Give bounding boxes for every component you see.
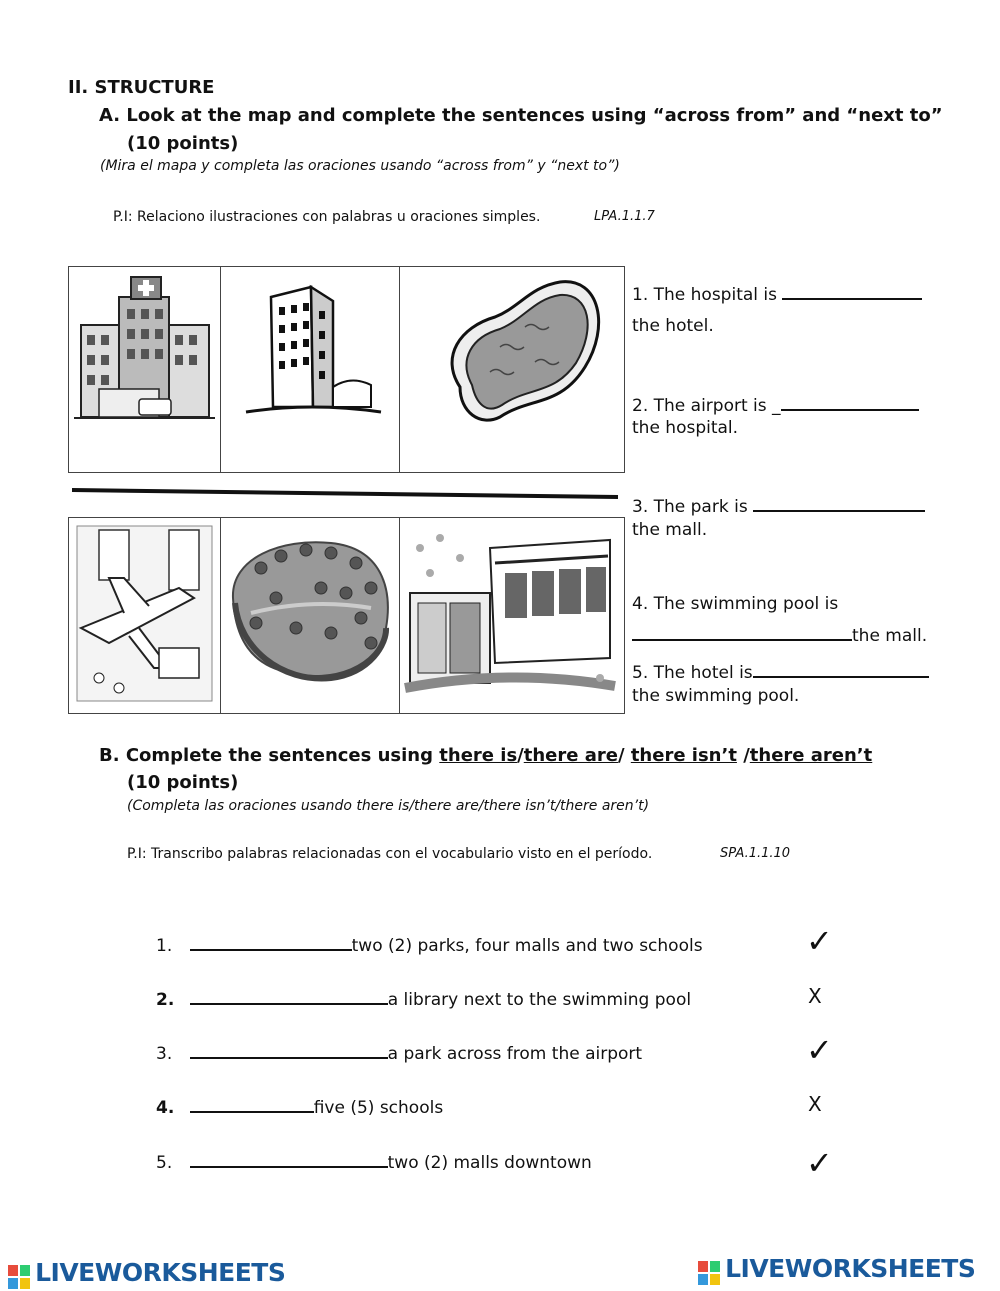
hotel-picture	[221, 267, 399, 468]
liveworksheets-logo-text-right: LIVEWORKSHEETS	[725, 1254, 976, 1283]
part-a-heading: A. Look at the map and complete the sentences using “across from” and “next to”	[99, 105, 943, 126]
b-item-2-blank[interactable]	[190, 985, 388, 1005]
part-b-translation: (Completa las oraciones usando there is/there are/there isn’t/there aren’t)	[127, 798, 650, 814]
map-top-row	[68, 266, 625, 473]
b-item-3	[156, 1039, 642, 1064]
sentence-3-text: 3. The park is	[632, 497, 748, 517]
park-cell	[221, 518, 400, 714]
hospital-cell	[69, 267, 221, 473]
b-item-3-text: a park across from the airport	[387, 1044, 643, 1064]
sentence-4-line-1: 4. The swimming pool is	[632, 594, 839, 614]
swimming-pool-cell	[400, 267, 625, 473]
part-b-heading-text: B. Complete the sentences using	[99, 745, 434, 766]
part-b-code: SPA.1.1.10	[720, 846, 791, 861]
b-item-4-text: five (5) schools	[313, 1098, 444, 1118]
b-item-4	[156, 1093, 443, 1118]
liveworksheets-logo-right	[698, 1254, 975, 1285]
section-title: II. STRUCTURE	[68, 77, 215, 98]
b-item-2	[156, 985, 691, 1010]
b-item-5	[156, 1148, 592, 1173]
swimming-pool-picture	[400, 267, 624, 468]
part-a-translation: (Mira el mapa y completa las oraciones usando “across from” y “next to”)	[100, 158, 620, 174]
liveworksheets-logo-icon	[8, 1265, 30, 1289]
b-item-5-number: 5.	[156, 1153, 173, 1173]
mall-picture	[400, 518, 624, 709]
option-there-are: there are	[523, 745, 618, 766]
sentence-2-text: 2. The airport is _	[632, 396, 781, 416]
hotel-cell	[221, 267, 400, 473]
sentence-1-line-1	[632, 280, 922, 305]
option-there-is: there is	[439, 745, 518, 766]
option-there-arent: there aren’t	[749, 745, 873, 766]
b-item-4-blank[interactable]	[190, 1093, 314, 1113]
part-a-code: LPA.1.1.7	[594, 209, 655, 224]
sentence-1-blank[interactable]	[782, 280, 922, 300]
b-item-3-check-icon: ✓	[806, 1031, 833, 1069]
sentence-4-blank[interactable]	[632, 621, 852, 641]
road-line	[68, 486, 620, 502]
sentence-2-line-2: the hospital.	[632, 418, 739, 438]
sentence-3-blank[interactable]	[753, 492, 925, 512]
part-b-heading: B. Complete the sentences using there is/there are/ there isn’t /there aren’t	[99, 745, 873, 766]
sentence-5-line-1	[632, 658, 929, 683]
b-item-1-blank[interactable]	[190, 931, 352, 951]
part-a-pi: P.I: Relaciono ilustraciones con palabras u oraciones simples.	[113, 209, 541, 225]
sentence-1-line-2: the hotel.	[632, 316, 714, 336]
b-item-1-text: two (2) parks, four malls and two schools	[351, 936, 703, 956]
b-item-2-text: a library next to the swimming pool	[387, 990, 692, 1010]
mall-cell	[400, 518, 625, 714]
sentence-1-text: 1. The hospital is	[632, 285, 777, 305]
sentence-4-text: the mall.	[852, 626, 928, 646]
part-b-pi: P.I: Transcribo palabras relacionadas con el vocabulario visto en el período.	[127, 846, 653, 862]
airport-picture	[69, 518, 220, 709]
b-item-1	[156, 931, 703, 956]
b-item-3-number: 3.	[156, 1044, 173, 1064]
sentence-5-text: 5. The hotel is	[632, 663, 753, 683]
b-item-5-check-icon: ✓	[806, 1144, 833, 1182]
b-item-2-cross-icon: X	[808, 984, 822, 1008]
liveworksheets-logo-left	[8, 1258, 285, 1289]
liveworksheets-logo-icon	[698, 1261, 720, 1285]
sentence-2-blank[interactable]	[781, 391, 919, 411]
sentence-3-line-2: the mall.	[632, 520, 708, 540]
hospital-picture	[69, 267, 220, 468]
sentence-3-line-1	[632, 492, 925, 517]
liveworksheets-logo-text-left: LIVEWORKSHEETS	[35, 1258, 286, 1287]
b-item-5-text: two (2) malls downtown	[387, 1153, 592, 1173]
park-picture	[221, 518, 399, 709]
b-item-1-number: 1.	[156, 936, 173, 956]
option-there-isnt: there isn’t	[630, 745, 737, 766]
b-item-2-number: 2.	[156, 990, 175, 1010]
sentence-4-line-2	[632, 621, 927, 646]
sentence-2-line-1	[632, 391, 919, 416]
sentence-5-blank[interactable]	[753, 658, 929, 678]
part-a-points: (10 points)	[127, 133, 239, 154]
b-item-4-number: 4.	[156, 1098, 175, 1118]
b-item-1-check-icon: ✓	[806, 922, 833, 960]
airport-cell	[69, 518, 221, 714]
map-bottom-row	[68, 517, 625, 714]
part-b-points: (10 points)	[127, 772, 239, 793]
b-item-3-blank[interactable]	[190, 1039, 388, 1059]
b-item-5-blank[interactable]	[190, 1148, 388, 1168]
b-item-4-cross-icon: X	[808, 1092, 822, 1116]
sentence-5-line-2: the swimming pool.	[632, 686, 800, 706]
